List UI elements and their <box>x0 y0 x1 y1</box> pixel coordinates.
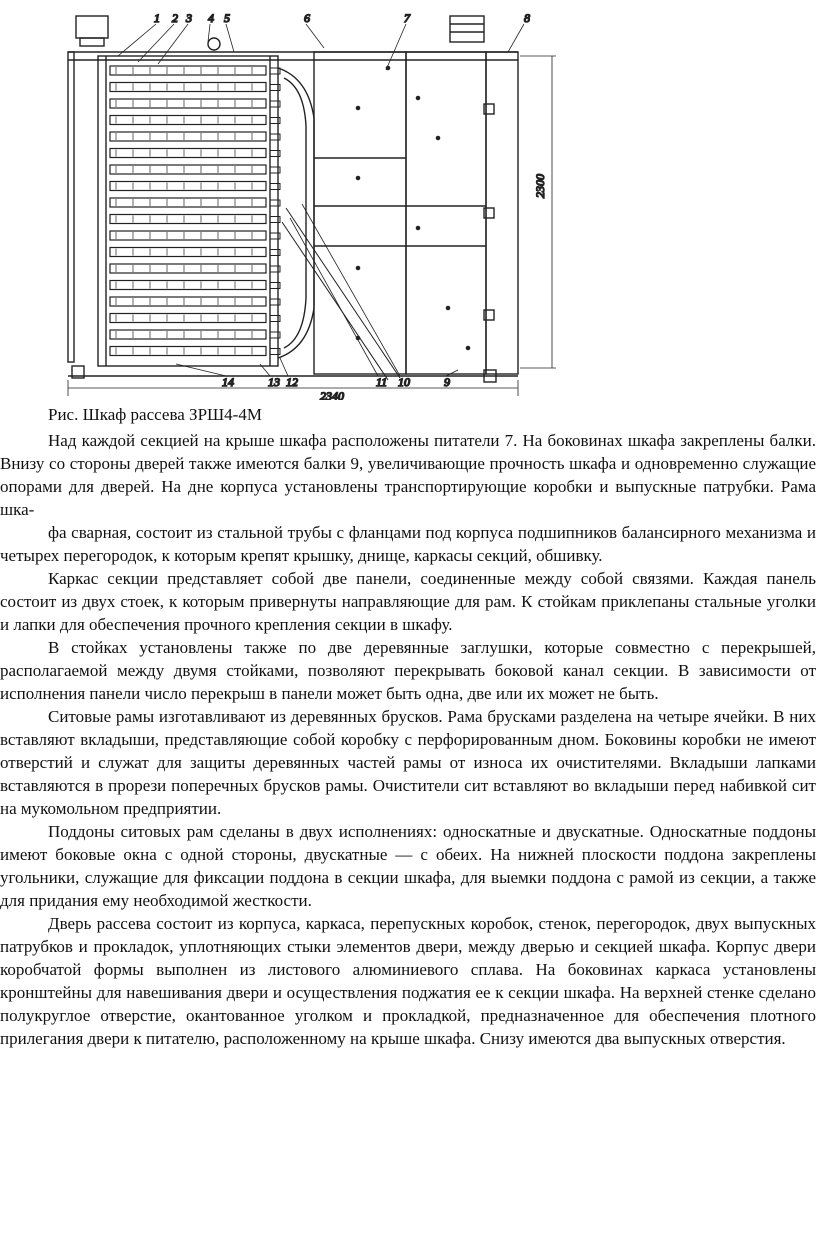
callout-5: 5 <box>224 11 230 25</box>
callout-7: 7 <box>404 11 410 25</box>
callout-14: 14 <box>222 375 234 389</box>
callout-8: 8 <box>524 11 530 25</box>
paragraph-6: Поддоны ситовых рам сделаны в двух исполнениях: односкатные и двускатные. Односкатные поддоны имеют боковые окна с одной стороны, двускатные — с обеих. На нижней плоскости поддона закреплены угольники, служащие для фиксации поддона в секции шкафа, для выемки поддона с рамой из секции, а также для придания ему необходимой жесткости. <box>0 822 816 910</box>
sifter-cabinet-drawing <box>58 8 558 400</box>
paragraph-5: Ситовые рамы изготавливают из деревянных брусков. Рама брусками разделена на четыре ячейки. В них вставляют вкладыши, представляющие собой коробку с перфорированным дном. Боковины коробки не имеют отверстий и служат для защиты деревянных частей рамы от износа их очистителями. Вкладыши лапками вставляются в прорези поперечных брусков рамы. Очистители сит вставляют во вкладыши перед набивкой сит на мукомольном предприятии. <box>0 707 816 818</box>
paragraph-2: фа сварная, состоит из стальной трубы с фланцами под корпуса подшипников балансирного механизма и четырех перегородок, к которым крепят крышку, днище, каркасы секций, обшивку. <box>0 523 816 565</box>
callout-12: 12 <box>286 375 298 389</box>
body-text <box>0 429 816 1050</box>
paragraph-1: Над каждой секцией на крыше шкафа расположены питатели 7. На боковинах шкафа закреплены балки. Внизу со стороны дверей также имеются балки 9, увеличивающие прочность шкафа и одновременно служащие опорами для дверей. На дне корпуса установлены транспортирующие коробки и выпускные патрубки. Рама шка- <box>0 431 816 519</box>
callout-10: 10 <box>398 375 410 389</box>
callout-2: 2 <box>172 11 178 25</box>
callout-4: 4 <box>208 11 214 25</box>
dimension-height-label: 2300 <box>533 174 547 198</box>
paragraph-3: Каркас секции представляет собой две панели, соединенные между собой связями. Каждая панель состоит из двух стоек, к которым привернуты направляющие для рам. К стойкам приклепаны стальные уголки и лапки для обеспечения прочного крепления секции в шкафу. <box>0 569 816 634</box>
figure-caption: Рис. Шкаф рассева ЗРШ4-4М <box>48 405 262 424</box>
paragraph-7: Дверь рассева состоит из корпуса, каркаса, перепускных коробок, стенок, перегородок, двух выпускных патрубков и прокладок, уплотняющих стыки элементов двери, между дверью и секцией шкафа. Корпус двери коробчатой формы выполнен из листового алюминиевого сплава. На боковинах каркаса установлены кронштейны для навешивания двери и осуществления поджатия ее к секции шкафа. На верхней стенке сделано полукруглое отверстие, окантованное уголком и прокладкой, предназначенное для обеспечения плотного прилегания двери к питателю, расположенному на крыше шкафа. Снизу имеются два выпускных отверстия. <box>0 914 816 1048</box>
callout-1: 1 <box>154 11 160 25</box>
dimension-width-label: 2340 <box>320 389 344 400</box>
paragraph-4: В стойках установлены также по две деревянные заглушки, которые совместно с перекрышей, располагаемой между двумя стойками, позволяют перекрывать боковой канал секции. В зависимости от исполнения панели число перекрыш в панели может быть одна, две или их может не быть. <box>0 638 816 703</box>
callout-11: 11 <box>376 375 388 389</box>
callout-3: 3 <box>186 11 192 25</box>
callout-6: 6 <box>304 11 310 25</box>
callout-9: 9 <box>444 375 450 389</box>
callout-13: 13 <box>268 375 280 389</box>
